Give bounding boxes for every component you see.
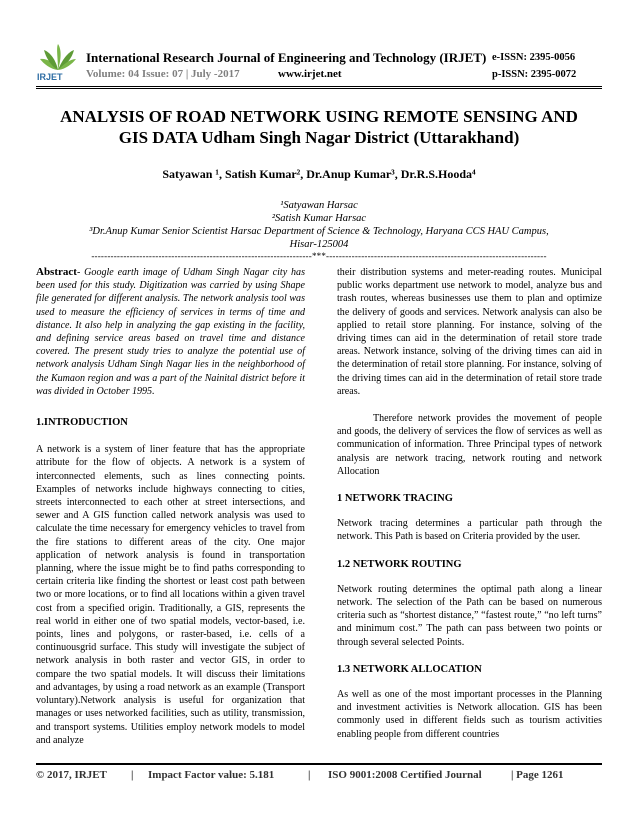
- section-separator: ---------------------------------------------------------------------***---------------------------------------------------------------------: [91, 251, 547, 261]
- affiliation-4: Hisar-125004: [289, 239, 349, 250]
- eissn: e-ISSN: 2395-0056: [492, 52, 576, 63]
- journal-website: www.irjet.net: [278, 68, 342, 80]
- network-allocation-text: As well as one of the most important processes in the Planning and investment activities is Network allocation. GIS has been commonly used in different fields such as tourism activities enabling people from different countries: [337, 689, 602, 740]
- right-column: [337, 266, 602, 741]
- footer-separator-1: |: [131, 769, 134, 781]
- abstract-text: - Google earth image of Udham Singh Nagar city has been used for this study. Digitization was carried by using Shape file generated for different analysis. The network analysis tool was used to measure the efficiency of services in terms of time and distance. It also help in analyzing the gap existing in the facility, and defining service areas based on travel time and distance covered. The present study tries to analyze the potential use of network analysis Udham Singh Nagar lies in the neighborhood of the Kumaon region and was a part of the Nainital district before it was divided in October 1995.: [36, 267, 305, 397]
- network-tracing-heading: 1 NETWORK TRACING: [337, 493, 453, 505]
- header-rule-bottom: [36, 88, 602, 89]
- logo-text: IRJET: [37, 72, 63, 82]
- pissn: p-ISSN: 2395-0072: [492, 69, 577, 80]
- volume-issue: Volume: 04 Issue: 07 | July -2017: [86, 68, 240, 80]
- left-column: [36, 266, 305, 747]
- paper-title-line-1: ANALYSIS OF ROAD NETWORK USING REMOTE SENSING AND: [60, 107, 578, 126]
- journal-title: International Research Journal of Engineering and Technology (IRJET): [86, 50, 487, 65]
- footer-iso: ISO 9001:2008 Certified Journal: [328, 769, 482, 781]
- network-routing-text: Network routing determines the optimal path along a linear network. The selection of the Path can be based on numerous criteria such as “shortest distance,” “fastest route,” “no left turns” and minimum cost.” The path can pass between two points or through several selected Points.: [337, 583, 602, 648]
- distribution-paragraph: their distribution systems and meter-reading routes. Municipal public works department use network to model, analyze bus and trash routes, whereas businesses use them to plan and optimize the delivery of goods and services. Network analysis can also be applied to retail store planning. For instance, solving of the driving times can aid in the determination of retail store trade areas. Network instance, solving of the driving times can aid in the determination of retail store planning. For instance, solving of the driving times can aid in the determination of retail store trade areas.: [337, 267, 602, 397]
- footer-copyright: © 2017, IRJET: [36, 769, 107, 781]
- affiliation-2: ²Satish Kumar Harsac: [271, 213, 367, 224]
- paper-title-line-2: GIS DATA Udham Singh Nagar District (Uttarakhand): [118, 128, 520, 147]
- abstract: [36, 266, 305, 398]
- intro-text: A network is a system of liner feature that has the appropriate attribute for the flow of objects. A network is a system of interconnected elements, such as lines connecting points. Examples of networks include highways connecting to cities, streets interconnected to each other at street intersections, and sewer and A GIS function called network analysis was used to calculate the time necessary for emergency vehicles to travel from the fire stations to different areas of the city. One major application of network analysis is found in transportation planning, where the issue might be to find paths corresponding to certain criteria like finding the shortest or least cost path between two or more locations, or to find all locations within a given travel cost from a specified origin. Traditionally, a GIS, represents the real world in either one of two spatial models, vector-based, i.e. points, lines and polygons, or raster-based, i.e. cells of a continuousgrid surface. This study will investigate the subject of network analysis in both raster and vector GIS, in order to compare the two spatial models. It will discuss their limitations and advantages, by using a road network as an example (Transport voluntary).Network analysis is useful for organization that manages or uses networked facilities, such as utility, transmission, and transport systems. Utilities employ network models to model and analyze: [36, 444, 305, 746]
- footer-page: | Page 1261: [511, 769, 564, 781]
- authors: Satyawan ¹, Satish Kumar², Dr.Anup Kumar³, Dr.R.S.Hooda⁴: [162, 167, 476, 181]
- network-tracing-text: Network tracing determines a particular path through the network. This Path is based on Criteria provided by the user.: [337, 518, 602, 543]
- network-types-paragraph: Therefore network provides the movement of people and goods, the delivery of services the flow of services as well as communication of information. Three Principal types of network analysis are network tracing, network routing and network Allocation: [337, 413, 602, 477]
- affiliation-1: ¹Satyawan Harsac: [280, 200, 358, 211]
- affiliation-3: ³Dr.Anup Kumar Senior Scientist Harsac Department of Science & Technology, Haryana CCS HAU Campus,: [89, 226, 549, 237]
- footer-impact-factor: Impact Factor value: 5.181: [148, 769, 275, 781]
- footer-separator-2: |: [308, 769, 311, 781]
- network-routing-heading: 1.2 NETWORK ROUTING: [337, 558, 462, 570]
- network-allocation-heading: 1.3 NETWORK ALLOCATION: [337, 663, 482, 675]
- intro-heading: 1.INTRODUCTION: [36, 417, 128, 429]
- abstract-label: Abstract: [36, 266, 77, 278]
- footer-rule: [36, 763, 602, 765]
- journal-logo: [36, 42, 80, 82]
- header-rule-top: [36, 86, 602, 87]
